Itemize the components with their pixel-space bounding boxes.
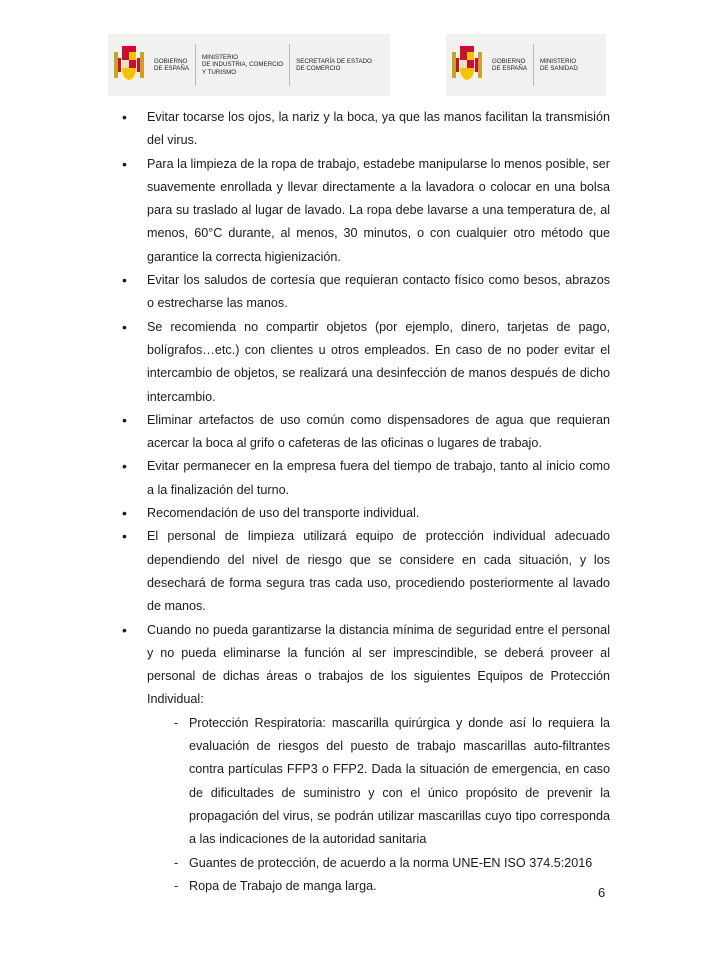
secretary-label: SECRETARÍA DE ESTADO DE COMERCIO [296, 57, 372, 72]
bullet-item: • Evitar los saludos de cortesía que requieran contacto físico como besos, abrazos o estrecharse las manos. [122, 269, 610, 316]
bullet-item: • Recomendación de uso del transporte individual. [122, 502, 610, 525]
bullet-item: • Se recomienda no compartir objetos (por ejemplo, dinero, tarjetas de pago, bolígrafos…etc.) con clientes u otros empleados. En caso de no poder evitar el intercambio de objetos, se realizará una desinfección de manos después de dicho intercambio. [122, 316, 610, 409]
gov-label: GOBIERNO DE ESPAÑA [492, 57, 527, 72]
page-header [0, 34, 720, 100]
bullet-item: • Eliminar artefactos de uso común como dispensadores de agua que requieran acercar la boca al grifo o cafeteras de las oficinas o lugares de trabajo. [122, 409, 610, 456]
logo-ministerio-industria [108, 34, 390, 96]
sub-list-item: - Protección Respiratoria: mascarilla quirúrgica y donde así lo requiera la evaluación de riesgos del puesto de trabajo mascarillas auto-filtrantes contra partículas FFP3 o FFP2. Dada la situación de emergencia, en caso de dificultades de suministro y con el único propósito de prevenir la propagación del virus, se podrán utilizar mascarillas cuyo tipo corresponda a las indicaciones de la autoridad sanitaria [167, 712, 610, 852]
sub-list-item: - Ropa de Trabajo de manga larga. [167, 875, 610, 898]
bullet-item: • Para la limpieza de la ropa de trabajo, estadebe manipularse lo menos posible, ser suavemente enrollada y llevar directamente a la lavadora o colocar en una bolsa para su traslado al lugar de lavado. La ropa debe lavarse a una temperatura de, al menos, 60°C durante, al menos, 30 minutos, o con cualquier otro método que garantice la correcta higienización. [122, 153, 610, 269]
coat-of-arms-icon [108, 34, 148, 96]
bullet-item: • El personal de limpieza utilizará equipo de protección individual adecuado dependiendo del nivel de riesgo que se considere en cada situación, y los desechará de forma segura tras cada uso, procediendo posteriormente al lavado de manos. [122, 525, 610, 618]
logo-ministerio-sanidad [446, 34, 606, 96]
coat-of-arms-icon [446, 34, 486, 96]
page-number: 6 [598, 885, 606, 900]
bullet-item: • Evitar permanecer en la empresa fuera del tiempo de trabajo, tanto al inicio como a la finalización del turno. [122, 455, 610, 502]
bullet-item: • Evitar tocarse los ojos, la nariz y la boca, ya que las manos facilitan la transmisión del virus. [122, 106, 610, 153]
sub-list-item: - Guantes de protección, de acuerdo a la norma UNE-EN ISO 374.5:2016 [167, 852, 610, 875]
ministry-label: MINISTERIO DE INDUSTRIA, COMERCIO Y TURISMO [201, 53, 284, 76]
gov-label: GOBIERNO DE ESPAÑA [154, 57, 189, 72]
bullet-item: • Cuando no pueda garantizarse la distancia mínima de seguridad entre el personal y no pueda eliminarse la función al ser imprescindible, se deberá proveer al personal de dichas áreas o trabajos de los siguientes Equipos de Protección Individual: [122, 619, 610, 712]
document-body [122, 106, 610, 898]
ministry-label: MINISTERIO DE SANIDAD [539, 57, 578, 72]
